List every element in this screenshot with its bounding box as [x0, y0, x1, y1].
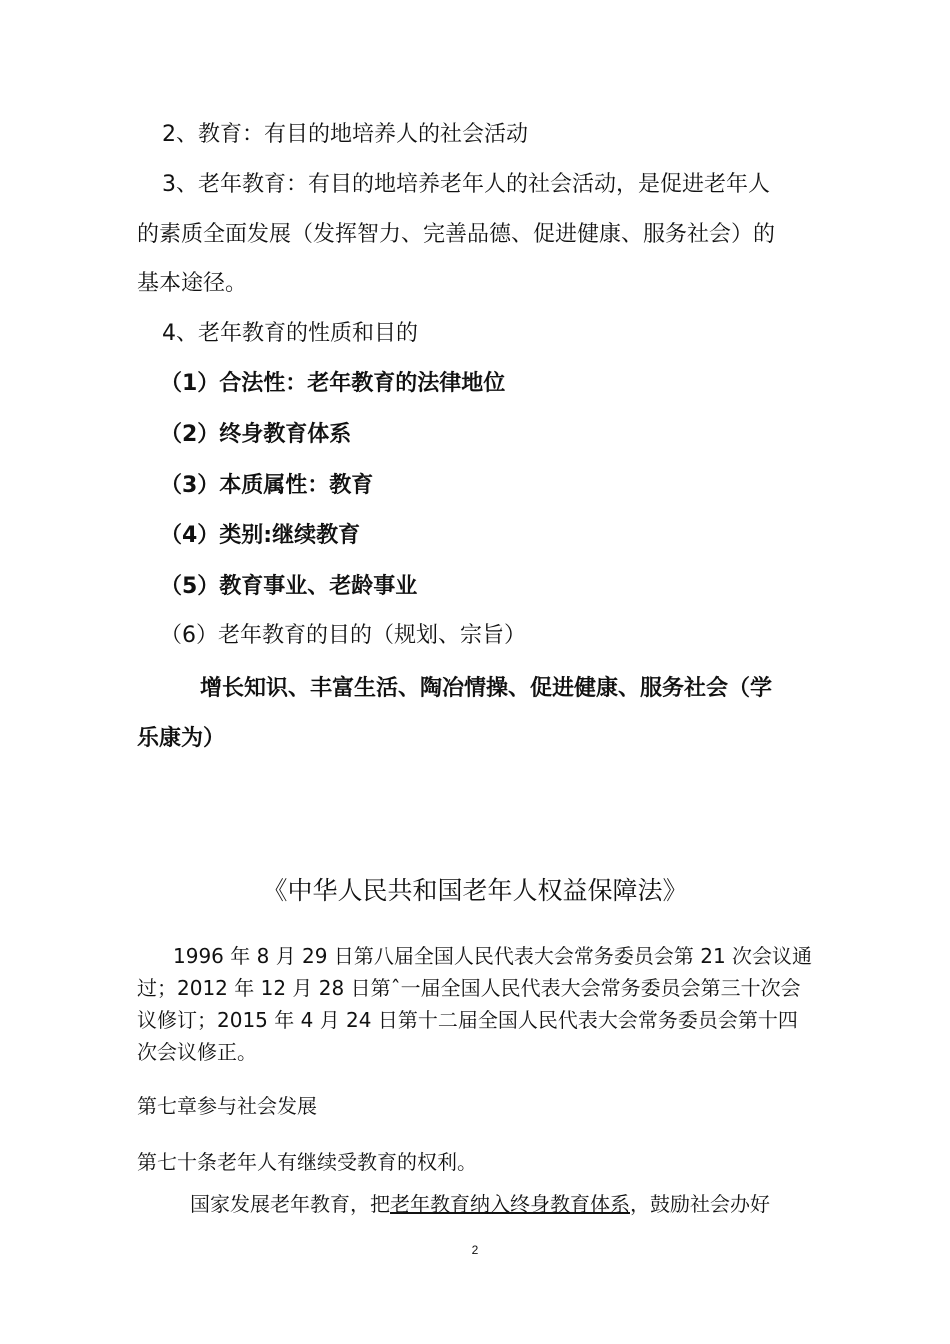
point-4: （4）类别:继续教育	[160, 523, 361, 548]
paragraph-text-before: 国家发展老年教育，把	[190, 1192, 390, 1216]
goal-line-2: 乐康为）	[137, 726, 226, 751]
chapter-heading: 第七章参与社会发展	[137, 1094, 317, 1118]
article-paragraph	[190, 1190, 770, 1218]
article-70: 第七十条老年人有继续受教育的权利。	[137, 1150, 477, 1174]
item-4-heading: 4、老年教育的性质和目的	[162, 321, 418, 346]
point-1: （1）合法性：老年教育的法律地位	[160, 371, 506, 396]
law-history-line-4: 次会议修正。	[137, 1040, 257, 1064]
law-history-line-1: 1996 年 8 月 29 日第八届全国人民代表大会常务委员会第 21 次会议通	[173, 944, 813, 968]
law-title: 《中华人民共和国老年人权益保障法》	[262, 876, 688, 905]
item-3-line-3: 基本途径。	[137, 271, 248, 296]
point-6: （6）老年教育的目的（规划、宗旨）	[160, 623, 526, 648]
item-2-education-definition: 2、教育：有目的地培养人的社会活动	[162, 122, 528, 147]
goal-line-1: 增长知识、丰富生活、陶冶情操、促进健康、服务社会（学	[200, 676, 773, 701]
item-3-line-1: 3、老年教育：有目的地培养老年人的社会活动，是促进老年人	[162, 172, 770, 197]
item-3-line-2: 的素质全面发展（发挥智力、完善品德、促进健康、服务社会）的	[137, 222, 776, 247]
page-number: 2	[471, 1243, 479, 1257]
law-history-line-3: 议修订；2015 年 4 月 24 日第十二届全国人民代表大会常务委员会第十四	[137, 1008, 798, 1032]
point-5: （5）教育事业、老龄事业	[160, 574, 418, 599]
underlined-phrase: 老年教育纳入终身教育体系	[390, 1192, 630, 1216]
point-3: （3）本质属性：教育	[160, 473, 374, 498]
point-2: （2）终身教育体系	[160, 422, 352, 447]
law-history-line-2: 过；2012 年 12 月 28 日第ˆ一届全国人民代表大会常务委员会第三十次会	[137, 976, 801, 1000]
paragraph-text-after: ，鼓励社会办好	[630, 1192, 770, 1216]
